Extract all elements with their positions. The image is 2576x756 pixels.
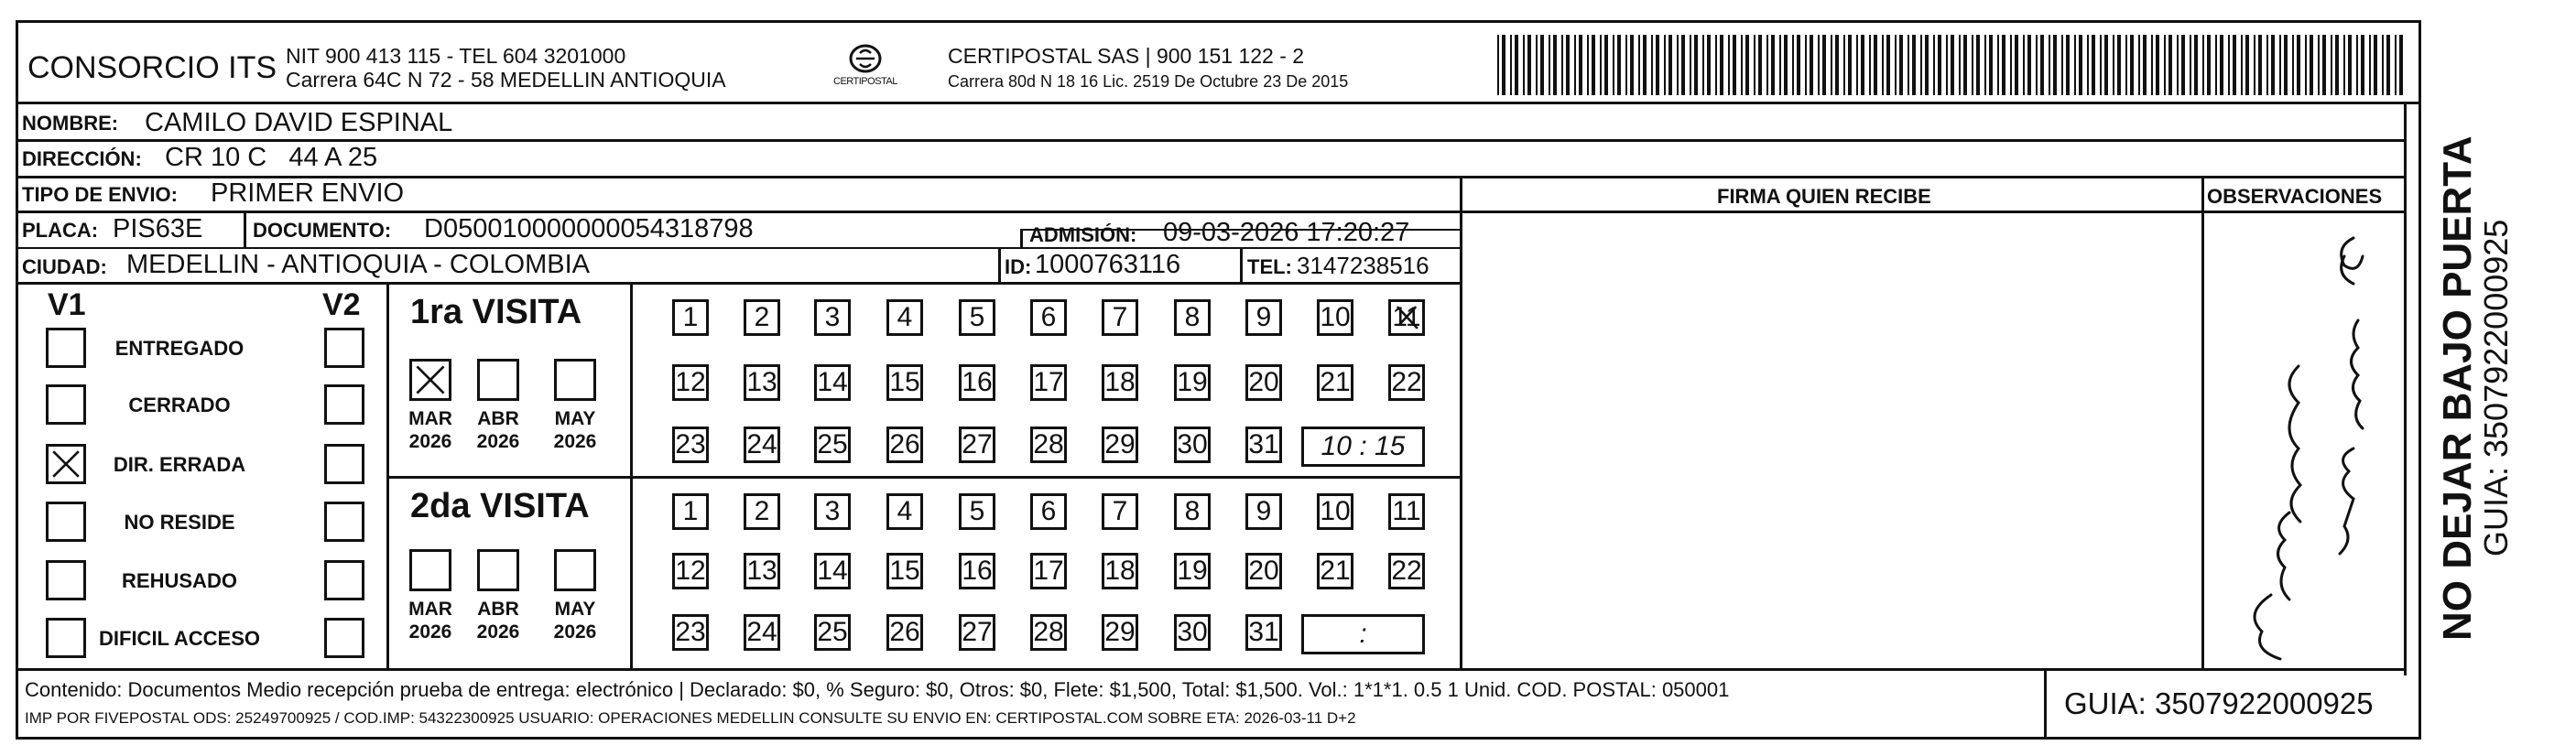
month-label: MAY bbox=[554, 408, 596, 429]
day-box[interactable]: 3 bbox=[814, 299, 851, 336]
placa-label: PLACA: bbox=[22, 219, 99, 242]
tipo-label: TIPO DE ENVIO: bbox=[22, 183, 178, 206]
day-box[interactable]: 6 bbox=[1030, 493, 1067, 530]
v2-checkbox[interactable] bbox=[324, 560, 364, 600]
day-box[interactable]: 23 bbox=[672, 614, 709, 651]
day-box[interactable]: 26 bbox=[886, 427, 923, 463]
day-box[interactable]: 11 bbox=[1388, 299, 1425, 336]
signature-header: FIRMA QUIEN RECIBE bbox=[1717, 185, 1931, 208]
day-box[interactable]: 27 bbox=[959, 427, 995, 463]
day-box[interactable]: 25 bbox=[814, 427, 851, 463]
day-box[interactable]: 5 bbox=[959, 299, 995, 336]
day-box[interactable]: 30 bbox=[1174, 614, 1211, 651]
time-box[interactable]: 10 : 15 bbox=[1301, 427, 1425, 467]
day-box[interactable]: 7 bbox=[1102, 493, 1138, 530]
admision-value: 09-03-2026 17:20:27 bbox=[1163, 218, 1410, 247]
day-box[interactable]: 2 bbox=[744, 299, 780, 336]
v1-checkbox[interactable] bbox=[46, 618, 86, 658]
month-label: ABR bbox=[477, 599, 519, 620]
admision-label: ADMISIÓN: bbox=[1029, 223, 1137, 246]
handwritten-notes bbox=[2207, 220, 2399, 668]
day-box[interactable]: 24 bbox=[744, 427, 780, 463]
year-label: 2026 bbox=[408, 621, 452, 643]
month-label: MAR bbox=[408, 408, 452, 429]
day-box[interactable]: 16 bbox=[959, 553, 995, 589]
day-box[interactable]: 4 bbox=[886, 493, 923, 530]
v1-checkbox[interactable] bbox=[46, 444, 86, 484]
carrier-address: Carrera 80d N 18 16 Lic. 2519 De Octubre 23 De 2015 bbox=[948, 72, 1349, 91]
month-checkbox[interactable] bbox=[477, 549, 519, 591]
day-box[interactable]: 21 bbox=[1317, 364, 1353, 401]
certipostal-logo bbox=[829, 42, 902, 97]
year-label: 2026 bbox=[408, 431, 452, 452]
v2-checkbox[interactable] bbox=[324, 502, 364, 542]
day-box[interactable]: 25 bbox=[814, 614, 851, 651]
year-label: 2026 bbox=[476, 431, 520, 452]
side-title: NO DEJAR BAJO PUERTA bbox=[2435, 135, 2480, 641]
id-value: 1000763116 bbox=[1035, 250, 1181, 279]
day-box[interactable]: 1 bbox=[672, 299, 709, 336]
documento-value: D050010000000054318798 bbox=[424, 214, 754, 243]
day-box[interactable]: 18 bbox=[1102, 364, 1138, 401]
id-label: ID: bbox=[1005, 255, 1032, 278]
day-box[interactable]: 19 bbox=[1174, 364, 1211, 401]
second-visit-title: 2da VISITA bbox=[410, 487, 590, 525]
day-box[interactable]: 31 bbox=[1245, 427, 1282, 463]
day-box[interactable]: 28 bbox=[1030, 427, 1067, 463]
carrier-name: CERTIPOSTAL SAS | 900 151 122 - 2 bbox=[948, 44, 1305, 68]
v2-checkbox[interactable] bbox=[324, 618, 364, 658]
month-checkbox[interactable] bbox=[409, 549, 451, 591]
observaciones-header: OBSERVACIONES bbox=[2207, 185, 2383, 208]
day-box[interactable]: 3 bbox=[814, 493, 851, 530]
v1-checkbox[interactable] bbox=[46, 560, 86, 600]
day-box[interactable]: 17 bbox=[1030, 553, 1067, 589]
day-box[interactable]: 10 bbox=[1317, 299, 1353, 336]
day-box[interactable]: 16 bbox=[959, 364, 995, 401]
day-box[interactable]: 11 bbox=[1388, 493, 1425, 530]
day-box[interactable]: 10 bbox=[1317, 493, 1353, 530]
month-checkbox[interactable] bbox=[409, 359, 451, 401]
day-box[interactable]: 5 bbox=[959, 493, 995, 530]
day-box[interactable]: 23 bbox=[672, 427, 709, 463]
day-box[interactable]: 21 bbox=[1317, 553, 1353, 589]
day-box[interactable]: 27 bbox=[959, 614, 995, 651]
day-box[interactable]: 13 bbox=[744, 553, 780, 589]
day-box[interactable]: 19 bbox=[1174, 553, 1211, 589]
nombre-value: CAMILO DAVID ESPINAL bbox=[145, 108, 453, 137]
day-box[interactable]: 12 bbox=[672, 364, 709, 401]
day-box[interactable]: 7 bbox=[1102, 299, 1138, 336]
placa-value: PIS63E bbox=[113, 214, 203, 243]
tel-value: 3147238516 bbox=[1297, 252, 1429, 279]
month-label: MAR bbox=[408, 599, 452, 620]
year-label: 2026 bbox=[553, 431, 597, 452]
day-box[interactable]: 15 bbox=[886, 364, 923, 401]
month-checkbox[interactable] bbox=[554, 549, 596, 591]
direccion-label: DIRECCIÓN: bbox=[22, 147, 142, 170]
day-box[interactable]: 26 bbox=[886, 614, 923, 651]
v1-label: V1 bbox=[48, 287, 86, 322]
day-box[interactable]: 8 bbox=[1174, 493, 1211, 530]
tipo-value: PRIMER ENVIO bbox=[211, 178, 405, 208]
day-box[interactable]: 4 bbox=[886, 299, 923, 336]
v2-checkbox[interactable] bbox=[324, 384, 364, 425]
direccion-value: CR 10 C 44 A 25 bbox=[165, 143, 378, 172]
barcode bbox=[1497, 35, 2408, 95]
ciudad-label: CIUDAD: bbox=[22, 255, 107, 278]
day-box[interactable]: 13 bbox=[744, 364, 780, 401]
day-box[interactable]: 20 bbox=[1245, 553, 1282, 589]
month-checkbox[interactable] bbox=[554, 359, 596, 401]
v2-checkbox[interactable] bbox=[324, 444, 364, 484]
day-box[interactable]: 15 bbox=[886, 553, 923, 589]
company-nit: NIT 900 413 115 - TEL 604 3201000 bbox=[286, 44, 626, 68]
time-box[interactable]: : bbox=[1301, 614, 1425, 654]
day-box[interactable]: 8 bbox=[1174, 299, 1211, 336]
day-box[interactable]: 9 bbox=[1245, 299, 1282, 336]
v2-checkbox[interactable] bbox=[324, 328, 364, 368]
day-box[interactable]: 14 bbox=[814, 364, 851, 401]
day-box[interactable]: 28 bbox=[1030, 614, 1067, 651]
month-checkbox[interactable] bbox=[477, 359, 519, 401]
v2-label: V2 bbox=[322, 287, 361, 322]
ciudad-value: MEDELLIN - ANTIOQUIA - COLOMBIA bbox=[126, 250, 590, 279]
year-label: 2026 bbox=[476, 621, 520, 643]
documento-label: DOCUMENTO: bbox=[253, 219, 392, 242]
v1-checkbox[interactable] bbox=[46, 384, 86, 425]
day-box[interactable]: 18 bbox=[1102, 553, 1138, 589]
day-box[interactable]: 6 bbox=[1030, 299, 1067, 336]
day-box[interactable]: 14 bbox=[814, 553, 851, 589]
year-label: 2026 bbox=[553, 621, 597, 643]
v1-checkbox[interactable] bbox=[46, 328, 86, 368]
nombre-label: NOMBRE: bbox=[22, 112, 119, 135]
month-label: MAY bbox=[554, 599, 596, 620]
logo-text: CERTIPOSTAL bbox=[833, 76, 897, 87]
company-name: CONSORCIO ITS bbox=[27, 50, 277, 85]
day-box[interactable]: 1 bbox=[672, 493, 709, 530]
day-box[interactable]: 2 bbox=[744, 493, 780, 530]
side-guia: GUIA: 3507922000925 bbox=[2477, 219, 2515, 556]
footer-guia: GUIA: 3507922000925 bbox=[2064, 686, 2374, 720]
first-visit-title: 1ra VISITA bbox=[410, 293, 582, 331]
month-label: ABR bbox=[477, 408, 519, 429]
v1-checkbox[interactable] bbox=[46, 502, 86, 542]
day-box[interactable]: 29 bbox=[1102, 427, 1138, 463]
footer-line2: IMP POR FIVEPOSTAL ODS: 25249700925 / COD.IMP: 54322300925 USUARIO: OPERACIONES MEDELLIN CONSULTE SU ENVIO EN: CERTIPOSTAL.COM SOBRE ETA: 2026-03-11 D+2 bbox=[25, 709, 1356, 727]
day-box[interactable]: 20 bbox=[1245, 364, 1282, 401]
day-box[interactable]: 30 bbox=[1174, 427, 1211, 463]
day-box[interactable]: 24 bbox=[744, 614, 780, 651]
footer-line1: Contenido: Documentos Medio recepción prueba de entrega: electrónico | Declarado: $0, % Seguro: $0, Otros: $0, Flete: $1,500, Total: $1,500. Vol.: 1*1*1. 0.5 1 Unid. COD. POSTAL: 050001 bbox=[25, 678, 1730, 701]
tel-label: TEL: bbox=[1247, 255, 1292, 278]
day-box[interactable]: 22 bbox=[1388, 364, 1425, 401]
day-box[interactable]: 12 bbox=[672, 553, 709, 589]
day-box[interactable]: 9 bbox=[1245, 493, 1282, 530]
day-box[interactable]: 29 bbox=[1102, 614, 1138, 651]
day-box[interactable]: 31 bbox=[1245, 614, 1282, 651]
company-address: Carrera 64C N 72 - 58 MEDELLIN ANTIOQUIA bbox=[286, 68, 726, 92]
day-box[interactable]: 17 bbox=[1030, 364, 1067, 401]
day-box[interactable]: 22 bbox=[1388, 553, 1425, 589]
